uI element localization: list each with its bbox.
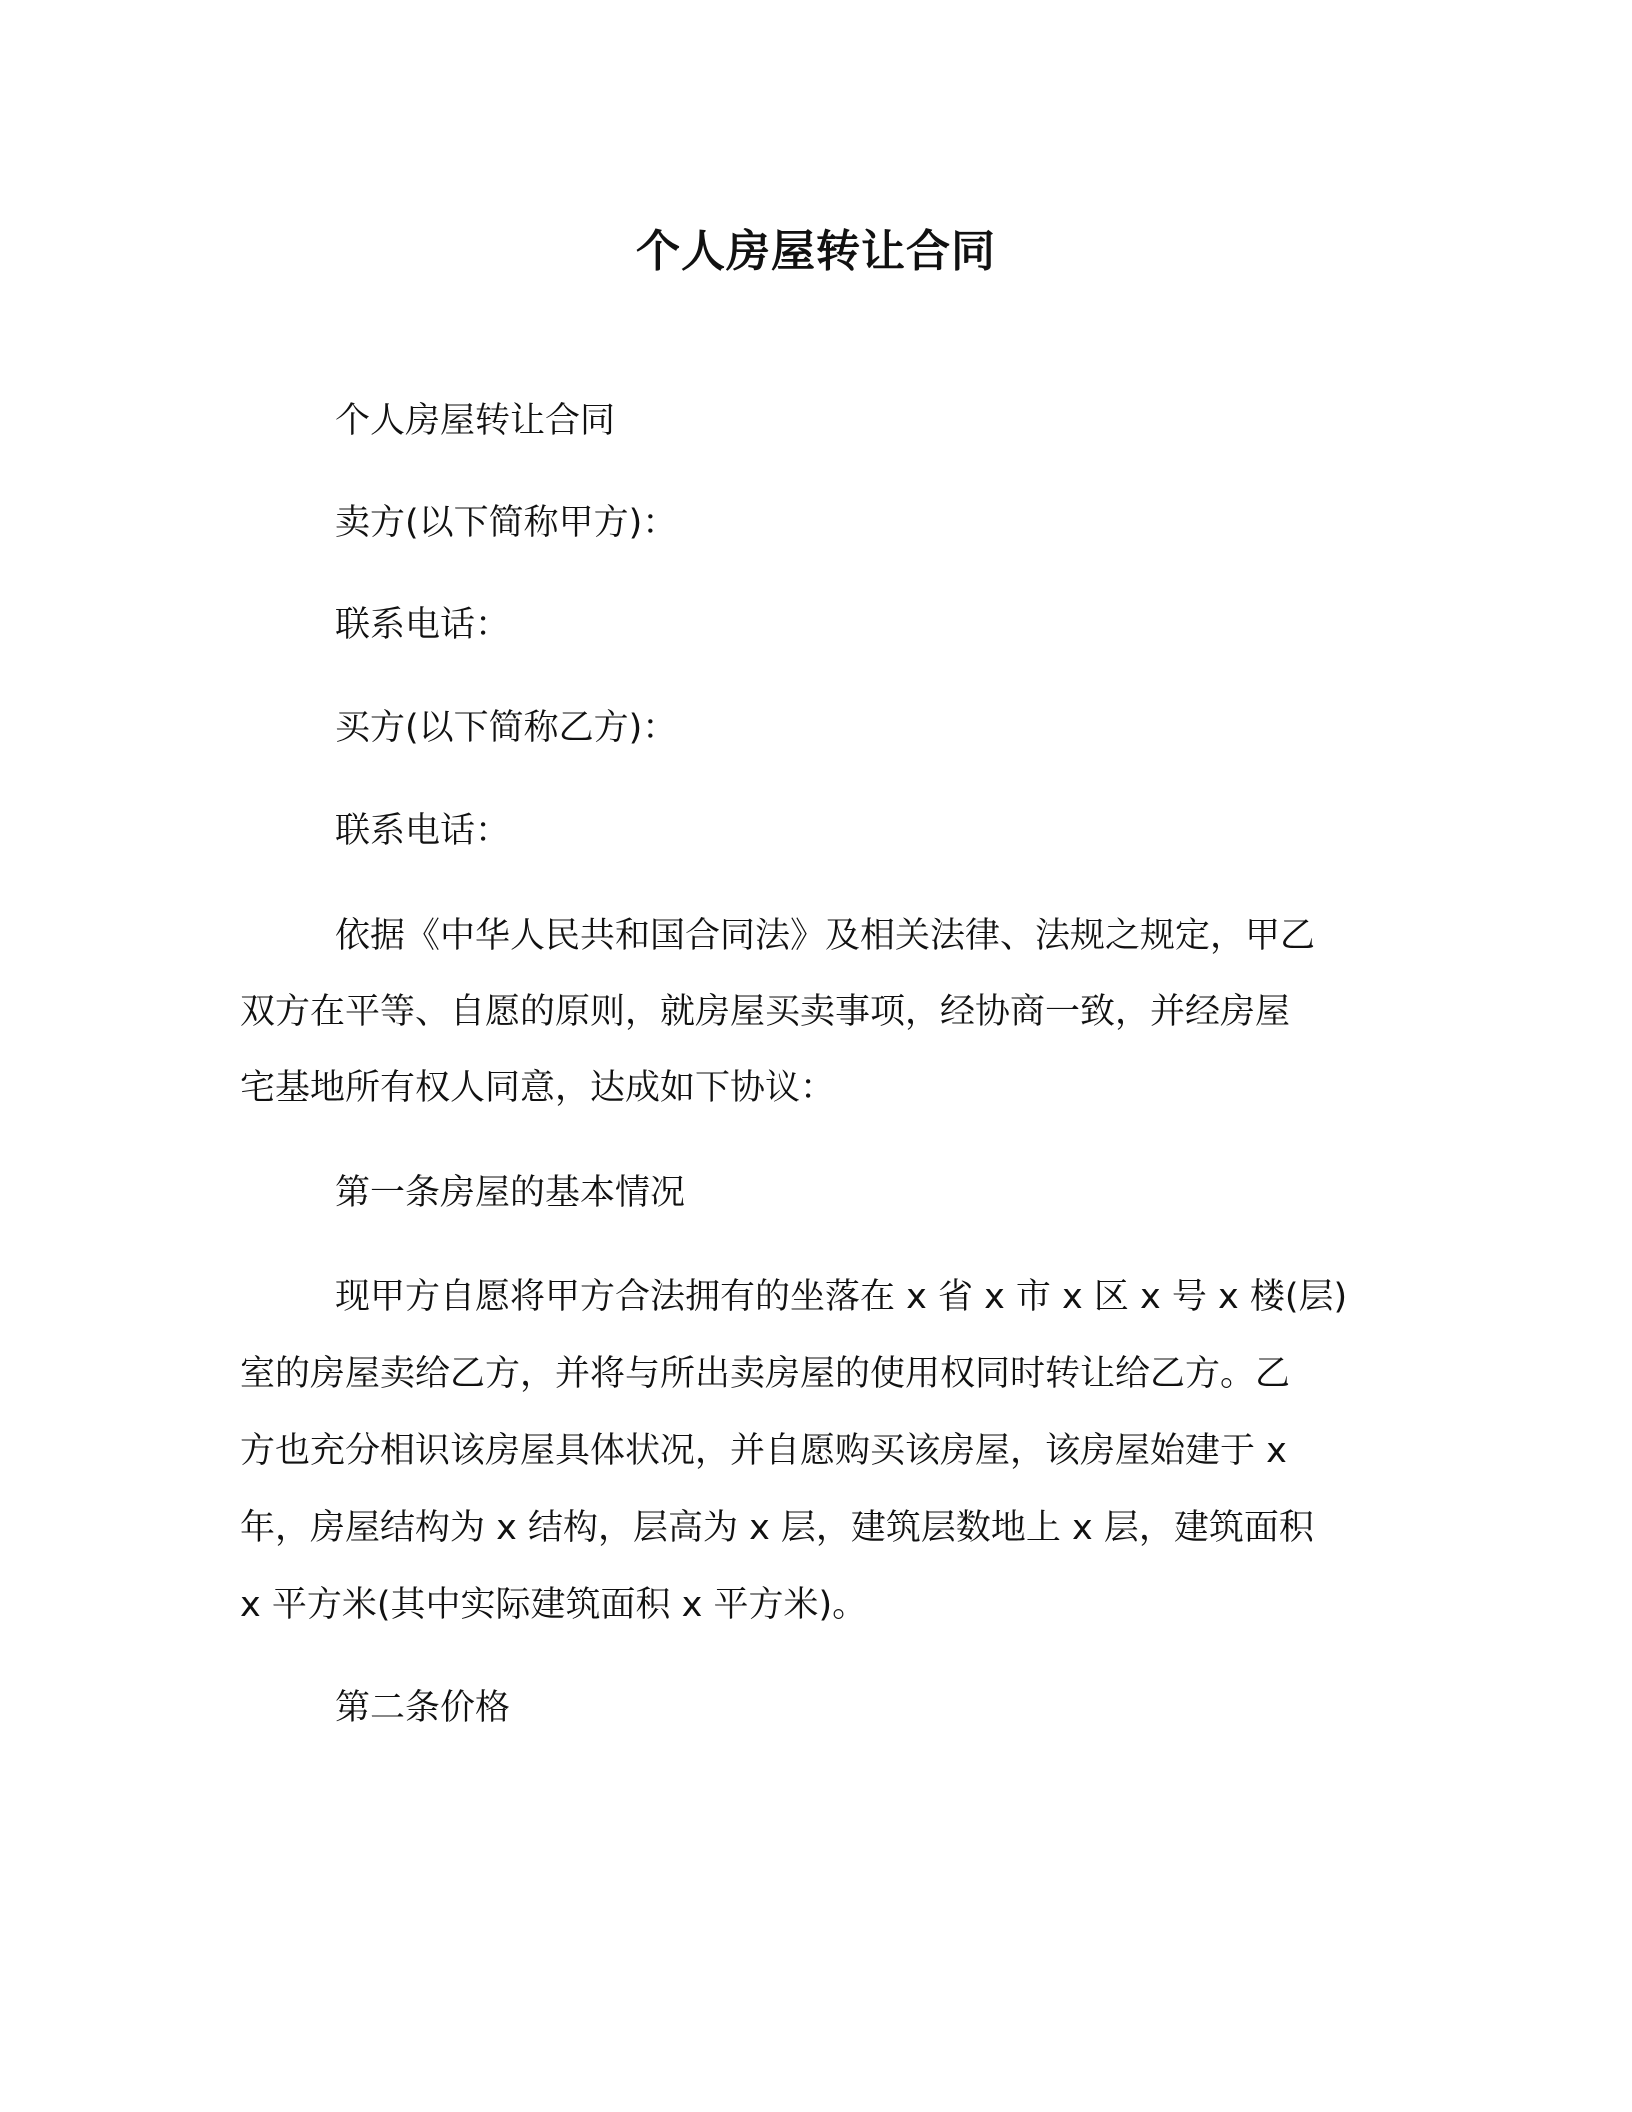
preamble-line: 双方在平等、自愿的原则，就房屋买卖事项，经协商一致，并经房屋 [240,992,1291,1032]
buyer-phone-label: 联系电话： [335,811,511,851]
preamble-line: 依据《中华人民共和国合同法》及相关法律、法规之规定，甲乙 [335,916,1316,956]
seller-label: 卖方(以下简称甲方)： [335,503,678,543]
article1-line: 方也充分相识该房屋具体状况，并自愿购买该房屋，该房屋始建于 x [240,1431,1287,1471]
seller-phone-label: 联系电话： [335,605,511,645]
preamble-line: 宅基地所有权人同意，达成如下协议： [240,1068,836,1108]
buyer-label: 买方(以下简称乙方)： [335,708,678,748]
article2-heading: 第二条价格 [335,1688,511,1728]
article1-line: 年，房屋结构为 x 结构，层高为 x 层，建筑层数地上 x 层，建筑面积 [240,1508,1314,1548]
article1-heading: 第一条房屋的基本情况 [335,1173,686,1213]
subtitle: 个人房屋转让合同 [335,401,616,441]
document-title: 个人房屋转让合同 [636,226,996,277]
article1-line: 现甲方自愿将甲方合法拥有的坐落在 x 省 x 市 x 区 x 号 x 楼(层) [335,1277,1348,1317]
article1-line: x 平方米(其中实际建筑面积 x 平方米)。 [240,1585,868,1625]
article1-line: 室的房屋卖给乙方，并将与所出卖房屋的使用权同时转让给乙方。乙 [240,1354,1291,1394]
